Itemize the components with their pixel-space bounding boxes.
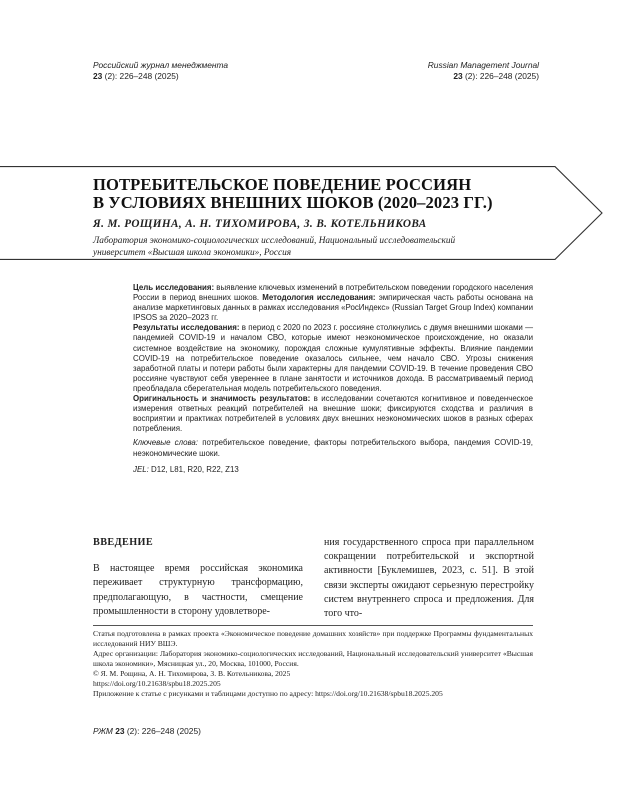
- aim-label: Цель исследования:: [133, 283, 215, 292]
- aim-text: выявление ключевых изменений в потребительском поведении городского населения России в период внешних шоков.: [133, 283, 533, 303]
- keywords-label: Ключевые слова:: [133, 438, 198, 448]
- originality-label: Оригинальность и значимость результатов:: [133, 394, 311, 404]
- title-line-2: В УСЛОВИЯХ ВНЕШНИХ ШОКОВ (2020–2023 ГГ.): [93, 193, 493, 212]
- journal-header-right: [428, 60, 539, 81]
- originality-text: в исследовании сочетаются когнитивное и поведенческое измерения ответных реакций потребителей на внешние шоки; фиксируются сходства и различия в восприятии и практиках потребителей в условиях двух внешних неэкономических шоков в разных сферах потребления.: [133, 394, 533, 434]
- footnote-divider: [93, 625, 533, 626]
- keywords-text: потребительское поведение, факторы потребительского выбора, пандемия COVID-19, неэкономические шоки.: [133, 438, 533, 458]
- journal-name-ru: Российский журнал менеджмента: [93, 60, 229, 70]
- method-label: Методология исследования:: [259, 293, 376, 303]
- jel-codes: [133, 465, 533, 475]
- footnotes: [93, 629, 533, 699]
- jel-label: JEL:: [133, 464, 149, 474]
- journal-volume-issue-right: [428, 71, 539, 82]
- abstract-originality: [133, 394, 533, 434]
- results-label: Результаты исследования:: [133, 323, 240, 333]
- body-column-left: [93, 536, 303, 619]
- intro-paragraph-right: ния государственного спроса при параллельном сокращении потребительской и экспортной активности [Буклемишев, 2023, с. 51]. В этой связи эксперты ожидают серьезную перестройку систем внутреннего спроса и предложения. Для того что-: [324, 537, 534, 620]
- article-title: [93, 176, 533, 212]
- affiliation: Лаборатория экономико-социологических исследований, Национальный исследовательский университет «Высшая школа экономики», Россия: [93, 236, 456, 258]
- journal-name-en: Russian Management Journal: [427, 60, 539, 70]
- keywords: [133, 438, 533, 458]
- footnote-copyright: © Я. М. Рощина, А. Н. Тихомирова, З. В. Котельникова, 2025: [93, 669, 291, 678]
- abstract-aim-method: [133, 283, 533, 323]
- method-text: эмпирическая часть работы основана на анализе маркетинговых данных в рамках исследования «РосИндекс» (Russian Target Group Index) компании IPSOS за 2020–2023 гг.: [133, 293, 533, 323]
- footnote-funding: Статья подготовлена в рамках проекта «Экономическое поведение домашних хозяйств» при поддержке Программы фундаментальных исследований НИУ ВШЭ.: [93, 629, 533, 648]
- abstract: [133, 283, 533, 475]
- issue-pages: (2): 226–248 (2025): [462, 70, 539, 81]
- journal-abbr: РЖМ: [93, 726, 113, 736]
- abstract-results: [133, 323, 533, 394]
- footer-volume: 23: [115, 726, 125, 736]
- footnote-address: Адрес организации: Лаборатория экономико-социологических исследований, Национальный исследовательский университет «Высшая школа экономики», Мясницкая ул., 20, Москва, 101000, Россия.: [93, 649, 533, 668]
- authors: Я. М. РОЩИНА, А. Н. ТИХОМИРОВА, З. В. КОТЕЛЬНИКОВА: [93, 218, 427, 230]
- title-line-1: ПОТРЕБИТЕЛЬСКОЕ ПОВЕДЕНИЕ РОССИЯН: [93, 175, 472, 194]
- body-column-right: [324, 536, 534, 621]
- jel-text: D12, L81, R20, R22, Z13: [148, 464, 239, 474]
- results-text: в период с 2020 по 2023 г. россияне столкнулись с двумя внешними шоками — пандемией COVID-19 и началом СВО, которые имеют неэкономическое происхождение, но оказали системное воздействие на экономику, порождая сложные кумулятивные эффекты. Влияние пандемии COVID-19 на потребительское поведение оказалось сильнее, чем начало СВО. Угрозы снижения заработной платы и потери работы были характерны для пандемии COVID-19. В течение проведения СВО россияне чувствуют себя увереннее в плане занятости и источников дохода. В рассматриваемый период преобладала сберегательная модель потребительского поведения.: [133, 323, 533, 393]
- journal-header-left: [93, 60, 228, 81]
- footnote-appendix: Приложение к статье с рисунками и таблицами доступно по адресу: https://doi.org/10.21638/spbu18.2025.205: [93, 689, 443, 698]
- volume-number: 23: [93, 70, 103, 81]
- section-heading: ВВЕДЕНИЕ: [93, 537, 154, 548]
- page-footer: [93, 726, 201, 736]
- issue-pages: (2): 226–248 (2025): [102, 70, 179, 81]
- footer-issue: (2): 226–248 (2025): [124, 726, 201, 736]
- footnote-doi: https://doi.org/10.21638/spbu18.2025.205: [93, 679, 221, 688]
- journal-volume-issue-left: [93, 71, 228, 82]
- volume-number: 23: [453, 70, 463, 81]
- intro-paragraph-left: В настоящее время российская экономика переживает структурную трансформацию, предполагающую, в частности, смещение промышленности в сторону удовлетворе-: [93, 563, 303, 617]
